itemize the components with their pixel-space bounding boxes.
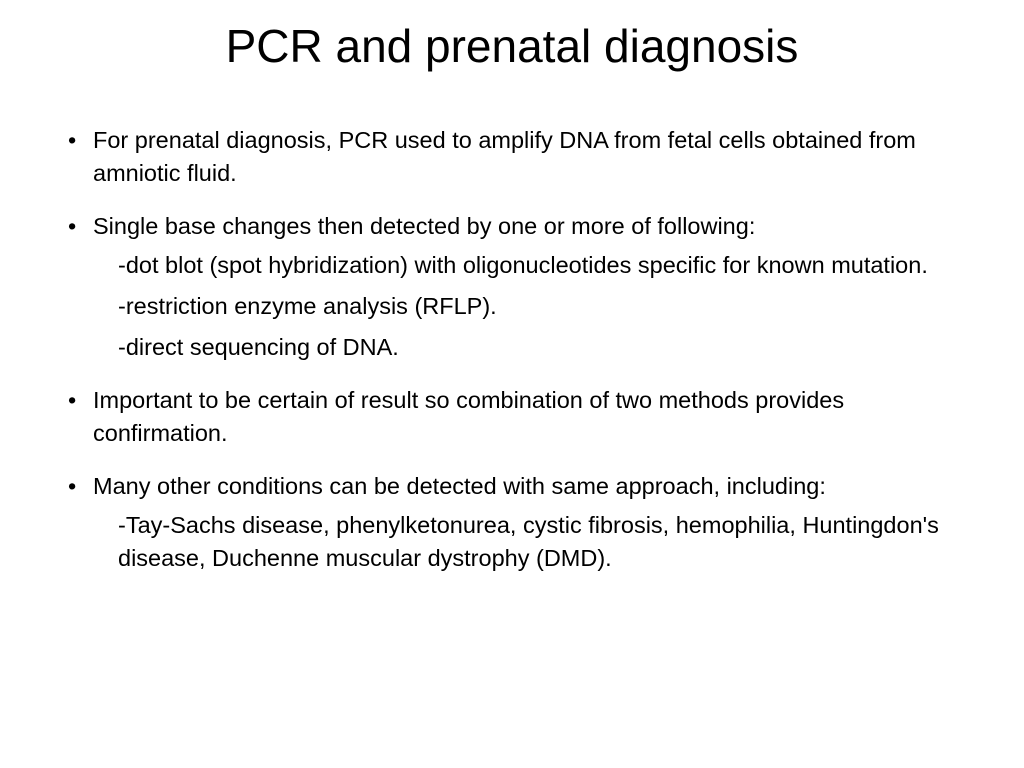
bullet-text: Important to be certain of result so combination of two methods provides confirmation. <box>93 387 845 446</box>
slide-title: PCR and prenatal diagnosis <box>225 20 799 72</box>
bullet-marker: • <box>68 127 77 153</box>
sub-list <box>93 249 962 364</box>
bullet-item-confirmation <box>62 384 962 450</box>
bullet-text: Many other conditions can be detected with same approach, including: <box>93 473 826 499</box>
sub-item-conditions-list: -Tay-Sachs disease, phenylketonurea, cystic fibrosis, hemophilia, Huntingdon's disease, Duchenne muscular dystrophy (DMD). <box>118 512 939 571</box>
bullet-text: Single base changes then detected by one or more of following: <box>93 213 756 239</box>
bullet-item-other-conditions <box>62 470 962 575</box>
bullet-list <box>62 124 962 595</box>
bullet-text: For prenatal diagnosis, PCR used to amplify DNA from fetal cells obtained from amniotic fluid. <box>93 127 916 186</box>
sub-list <box>93 509 962 575</box>
bullet-marker: • <box>68 473 77 499</box>
sub-item-restriction-enzyme: -restriction enzyme analysis (RFLP). <box>118 293 497 319</box>
sub-item-dot-blot: -dot blot (spot hybridization) with oligonucleotides specific for known mutation. <box>118 252 928 278</box>
bullet-item-single-base-changes <box>62 210 962 364</box>
bullet-marker: • <box>68 387 77 413</box>
bullet-item-prenatal-diagnosis <box>62 124 962 190</box>
bullet-marker: • <box>68 213 77 239</box>
sub-item-direct-sequencing: -direct sequencing of DNA. <box>118 334 399 360</box>
